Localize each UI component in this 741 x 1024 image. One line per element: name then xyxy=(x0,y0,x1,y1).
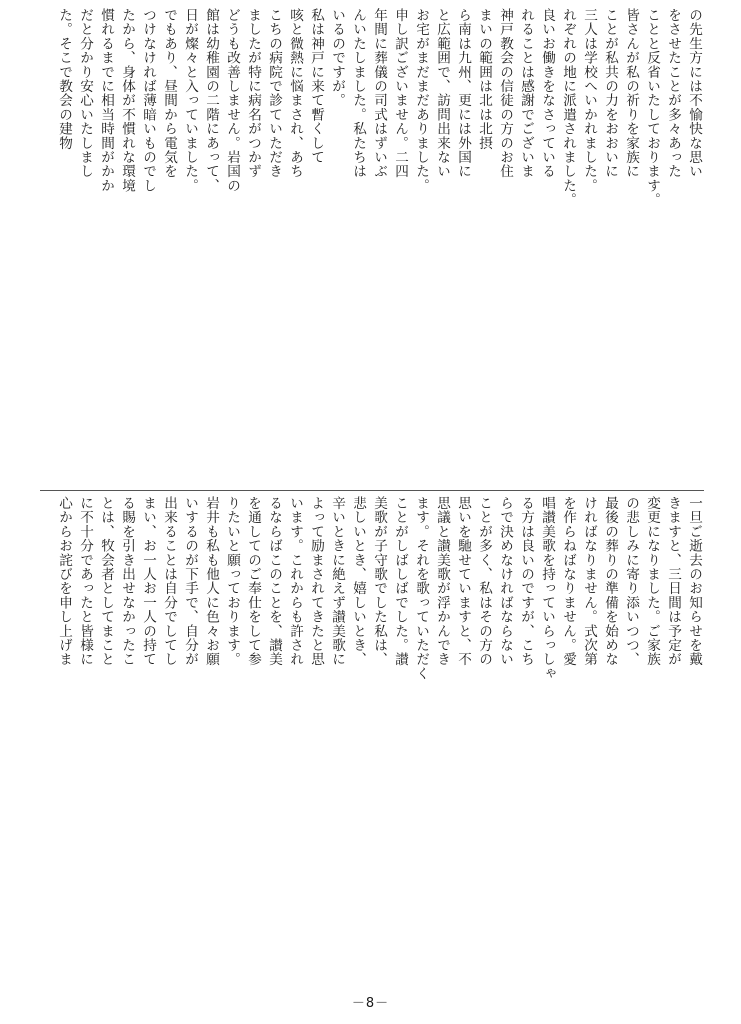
lower-text-column: 最後の葬りの準備を始めな xyxy=(602,496,618,667)
upper-text-column: 日が燦々と入っていました。 xyxy=(182,8,198,193)
upper-text-column: だと分かり安心いたしまし xyxy=(77,8,93,179)
upper-text-column: ことが私共の力をおおいに xyxy=(602,8,618,179)
lower-text-column: るならばこのことを、讃美 xyxy=(266,496,282,667)
lower-text-column: 美歌が子守歌でした私は、 xyxy=(371,496,387,667)
upper-text-column: 館は幼稚園の二階にあって、 xyxy=(203,8,219,193)
upper-text-column: 私は神戸に来て暫くして xyxy=(308,8,324,165)
upper-text-column: 慣れるまでに相当時間がかか xyxy=(98,8,114,193)
lower-text-column: りたいと願っております。 xyxy=(224,496,240,667)
upper-text-column: まいの範囲は北は北摂 xyxy=(476,8,492,150)
upper-text-column: 神戸教会の信徒の方のお住 xyxy=(497,8,513,179)
upper-text-column: お宅がまだまだありました。 xyxy=(413,8,429,193)
lower-text-column: ことが多く、私はその方の xyxy=(476,496,492,667)
upper-text-column: 年間に葬儀の司式はずいぶ xyxy=(371,8,387,179)
lower-text-column: 悲しいとき、嬉しいとき、 xyxy=(350,496,366,667)
page-number: －8－ xyxy=(351,996,390,1011)
lower-text-column: 一旦ご逝去のお知らせを戴 xyxy=(686,496,702,667)
section-divider xyxy=(40,490,704,491)
lower-text-column: る方は良いのですが、こち xyxy=(518,496,534,667)
lower-text-column: 唱讃美歌を持っていらっしゃ xyxy=(539,496,555,681)
upper-text-column: 良いお働きをなさっている xyxy=(539,8,555,179)
lower-text-column: いするのが下手で、自分が xyxy=(182,496,198,667)
upper-text-column: つけなければ薄暗いものでし xyxy=(140,8,156,193)
upper-text-column: んいたしました。私たちは xyxy=(350,8,366,179)
lower-text-column: を作らねばなりません。愛 xyxy=(560,496,576,667)
upper-text-column: ましたが特に病名がつかず xyxy=(245,8,261,179)
upper-text-column: ら南は九州、更には外国に xyxy=(455,8,471,179)
upper-text-column: た。そこで教会の建物 xyxy=(56,8,72,150)
upper-text-column: でもあり、昼間から電気を xyxy=(161,8,177,179)
lower-text-column: ます。それを歌っていただく xyxy=(413,496,429,681)
lower-text-band xyxy=(40,496,704,986)
lower-text-column: る賜を引き出せなかったこ xyxy=(119,496,135,667)
lower-text-column: まい、お一人お一人の持て xyxy=(140,496,156,667)
upper-text-column: こちの病院で診ていただき xyxy=(266,8,282,179)
upper-text-column: れることは感謝でございま xyxy=(518,8,534,179)
lower-text-column: います。これからも許され xyxy=(287,496,303,667)
lower-text-column: よって励まされてきたと思 xyxy=(308,496,324,667)
lower-text-column: に不十分であったと皆様に xyxy=(77,496,93,667)
upper-text-column: れぞれの地に派遣されました。 xyxy=(560,8,576,207)
lower-text-column: 思議と讃美歌が浮かんでき xyxy=(434,496,450,667)
upper-text-column: の先生方には不愉快な思い xyxy=(686,8,702,179)
upper-text-column: 皆さんが私の祈りを家族に xyxy=(623,8,639,179)
upper-text-band xyxy=(40,8,704,484)
lower-text-column: 心からお詫びを申し上げま xyxy=(56,496,72,667)
lower-text-column: 思いを馳せていますと、不 xyxy=(455,496,471,667)
lower-text-column: ことがしばしばでした。讃 xyxy=(392,496,408,667)
upper-text-column: と広範囲で、訪問出来ない xyxy=(434,8,450,179)
lower-text-column: 辛いときに絶えず讃美歌に xyxy=(329,496,345,667)
upper-text-column: 申し訳ございません。二四 xyxy=(392,8,408,179)
lower-text-column: ければなりません。式次第 xyxy=(581,496,597,667)
lower-text-column: とは、牧会者としてまこと xyxy=(98,496,114,667)
lower-text-column: の悲しみに寄り添いつつ、 xyxy=(623,496,639,667)
upper-text-column: 三人は学校へいかれました。 xyxy=(581,8,597,193)
lower-text-column: 変更になりました。ご家族 xyxy=(644,496,660,667)
lower-text-column: らで決めなければならない xyxy=(497,496,513,667)
upper-text-column: どうも改善しません。岩国の xyxy=(224,8,240,193)
lower-text-column: 岩井も私も他人に色々お願 xyxy=(203,496,219,667)
lower-text-column: 出来ることは自分でしてし xyxy=(161,496,177,667)
upper-text-column: いるのですが。 xyxy=(329,8,345,108)
lower-text-column: を通してのご奉仕をして参 xyxy=(245,496,261,667)
upper-text-column: 咳と微熱に悩まされ、あち xyxy=(287,8,303,179)
lower-text-column: きますと、三日間は予定が xyxy=(665,496,681,667)
upper-text-column: をさせたことが多々あった xyxy=(665,8,681,179)
upper-text-column: ことと反省いたしております。 xyxy=(644,8,660,207)
upper-text-column: たから、身体が不慣れな環境 xyxy=(119,8,135,193)
